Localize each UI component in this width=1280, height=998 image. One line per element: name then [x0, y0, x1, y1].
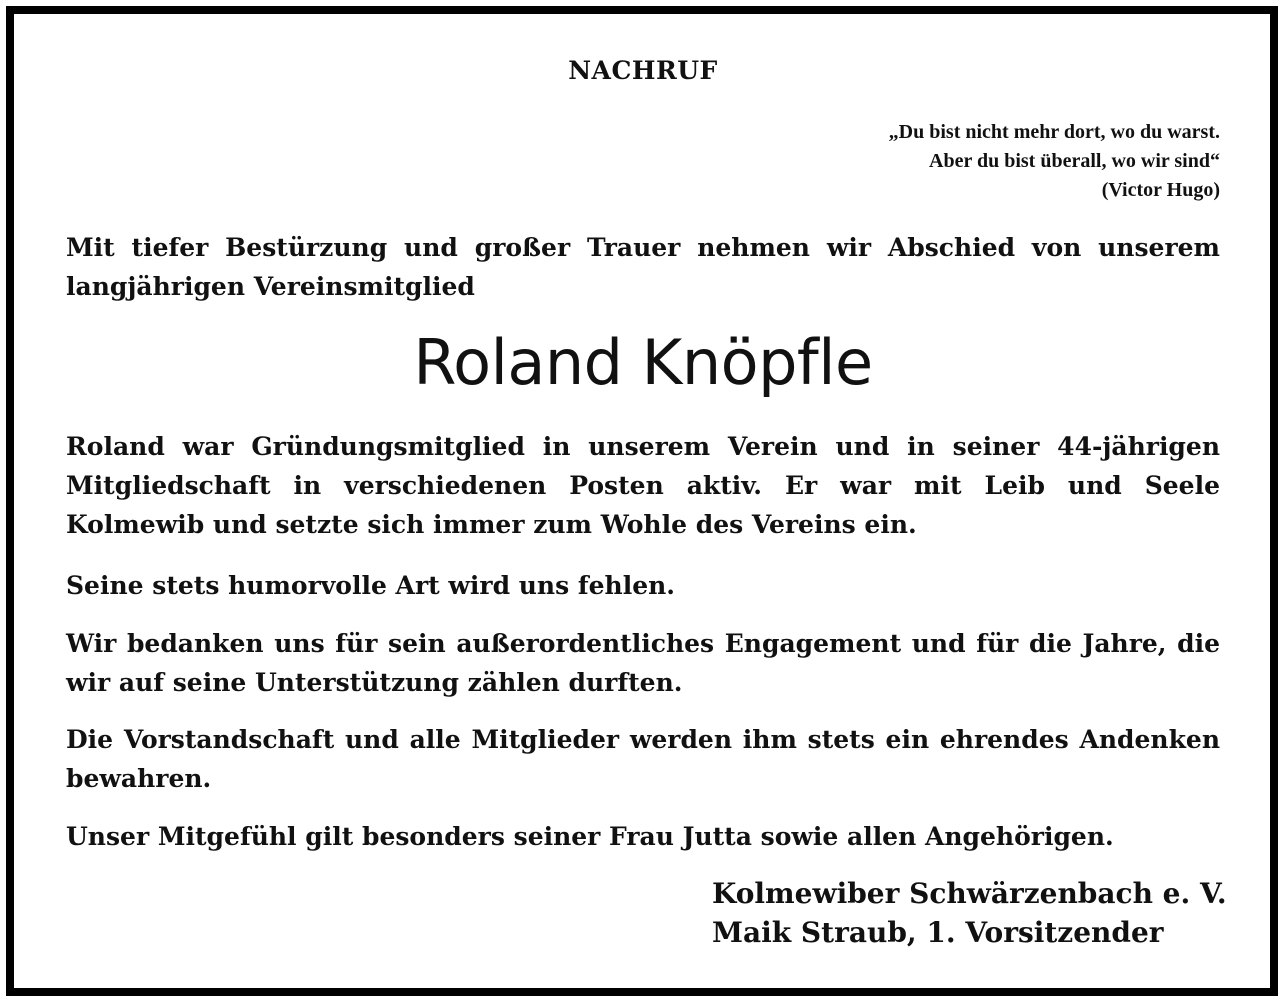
quote-line-1: „Du bist nicht mehr dort, wo du warst. — [888, 121, 1220, 143]
quote-author: (Victor Hugo) — [1101, 179, 1220, 201]
quote-block — [520, 118, 1220, 205]
signature-organization: Kolmewiber Schwärzenbach e. V. — [712, 877, 1227, 910]
signature-block — [712, 874, 1227, 952]
signature-person: Maik Straub, 1. Vorsitzender — [712, 916, 1164, 949]
quote-line-2: Aber du bist überall, wo wir sind“ — [929, 150, 1220, 172]
deceased-name: Roland Knöpfle — [413, 326, 873, 399]
intro-paragraph: Mit tiefer Bestürzung und großer Trauer nehmen wir Abschied von unserem langjährigen Vereinsmitglied — [66, 233, 1220, 301]
obituary-frame — [6, 6, 1278, 996]
body-paragraph: Die Vorstandschaft und alle Mitglieder werden ihm stets ein ehrendes Andenken bewahren. — [66, 725, 1220, 793]
body-paragraph: Wir bedanken uns für sein außerordentliches Engagement und für die Jahre, die wir auf seine Unterstützung zählen durften. — [66, 629, 1220, 697]
body-paragraph: Seine stets humorvolle Art wird uns fehlen. — [66, 571, 675, 600]
obituary-heading: NACHRUF — [568, 56, 718, 85]
body-paragraph: Roland war Gründungsmitglied in unserem Verein und in seiner 44-jährigen Mitgliedschaft in verschiedenen Posten aktiv. Er war mit Leib und Seele Kolmewib und setzte sich immer zum Wohle des Vereins ein. — [66, 432, 1220, 539]
body-paragraph: Unser Mitgefühl gilt besonders seiner Frau Jutta sowie allen Angehörigen. — [66, 822, 1114, 851]
